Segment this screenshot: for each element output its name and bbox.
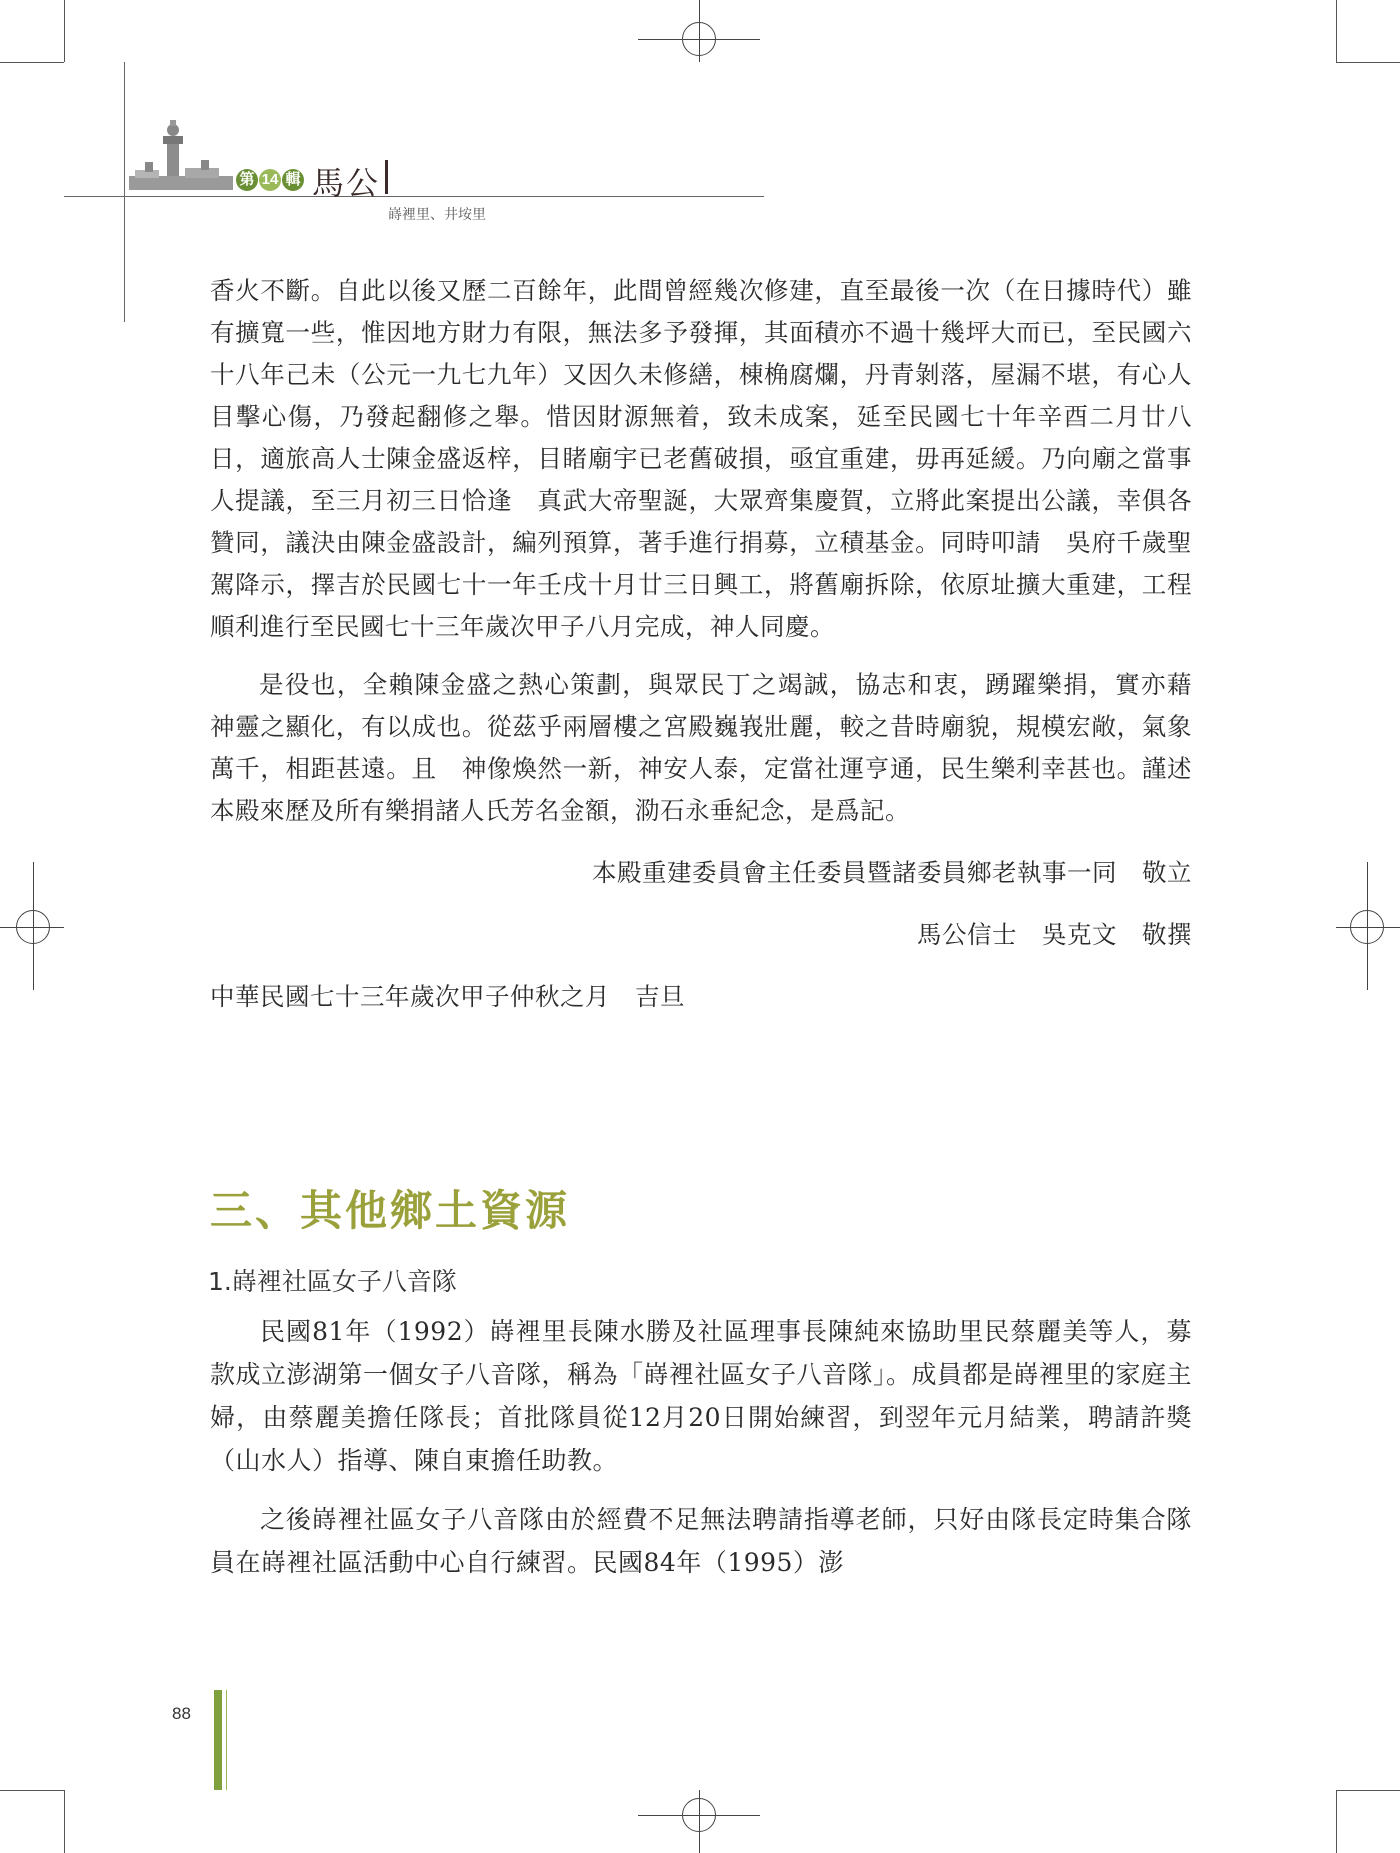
crop-mark [1336,1790,1337,1853]
edition-number: 14 [259,169,281,191]
crop-mark [1336,1790,1400,1791]
edition-suffix: 輯 [282,169,304,191]
page-accent-bar [214,1690,222,1790]
page-accent-line [226,1690,227,1790]
section-caption: 嵵裡里、井垵里 [388,207,486,223]
paragraph: 是役也，全賴陳金盛之熱心策劃，與眾民丁之竭誠，協志和衷，踴躍樂捐，實亦藉 神靈之顯化，有以成也。從茲乎兩層樓之宮殿巍峩壯麗，較之昔時廟貌，規模宏敞，氣象萬千，相距甚遠。且 神像煥然一新，神安人泰，定當社運亨通，民生樂利幸甚也。謹述本殿來歷及所有樂捐諸人氏芳名金額，泐石永垂紀念，是爲記。 [210,670,1217,825]
crop-mark [64,1790,65,1853]
subsection-heading: 1.嵵裡社區女子八音隊 [208,1267,457,1296]
crop-mark [1336,62,1400,63]
signature-committee: 本殿重建委員會主任委員暨諸委員鄉老執事一同 敬立 [592,858,1192,887]
body-text [210,270,1217,1018]
signature-author: 馬公信士 吳克文 敬撰 [917,920,1192,949]
crop-mark [64,0,65,62]
paragraph: 民國81年（1992）嵵裡里長陳水勝及社區理事長陳純來協助里民蔡麗美等人，募款成立澎湖第一個女子八音隊，稱為「嵵裡社區女子八音隊」。成員都是嵵裡里的家庭主婦，由蔡麗美擔任隊長；首批隊員從12月20日開始練習，到翌年元月結業，聘請許獎（山水人）指導、陳自東擔任助教。 [210,1317,1193,1475]
date-line: 中華民國七十三年歲次甲子仲秋之月 吉旦 [210,982,685,1011]
crop-mark [1336,0,1337,62]
page-number: 88 [172,1704,191,1723]
paragraph: 之後嵵裡社區女子八音隊由於經費不足無法聘請指導老師，只好由隊長定時集合隊員在嵵裡社區活動中心自行練習。民國84年（1995）澎 [210,1505,1192,1577]
title-separator [385,160,388,194]
section-heading: 三、其他鄉土資源 [210,1186,571,1235]
lower-body-text [210,1310,1192,1584]
edition-badge [232,168,308,192]
monument-logo [125,120,235,196]
publication-title: 馬公 [312,164,381,202]
crop-mark [0,1790,64,1791]
crop-mark [0,62,64,63]
edition-prefix: 第 [236,169,258,191]
paragraph: 香火不斷。自此以後又歷二百餘年，此間曾經幾次修建，直至最後一次（在日據時代）雖有擴寬一些，惟因地方財力有限，無法多予發揮，其面積亦不過十幾坪大而已，至民國六十八年己未（公元一九七九年）又因久未修繕，棟桷腐爛，丹青剝落，屋漏不堪，有心人目擊心傷，乃發起翻修之舉。惜因財源無着，致未成案，延至民國七十年辛酉二月廿八日，適旅高人士陳金盛返梓，目睹廟宇已老舊破損，亟宜重建，毋再延緩。乃向廟之當事人提議，至三月初三日恰逢 真武大帝聖誕，大眾齊集慶賀，立將此案提出公議，幸俱各贊同，議決由陳金盛設計，編列預算，著手進行捐募，立積基金。同時叩請 吳府千歲聖駕降示，擇吉於民國七十一年壬戌十月廿三日興工，將舊廟拆除，依原址擴大重建，工程順利進行至民國七十三年歲次甲子八月完成，神人同慶。 [210,276,1192,641]
header-rule-horizontal [64,196,764,197]
